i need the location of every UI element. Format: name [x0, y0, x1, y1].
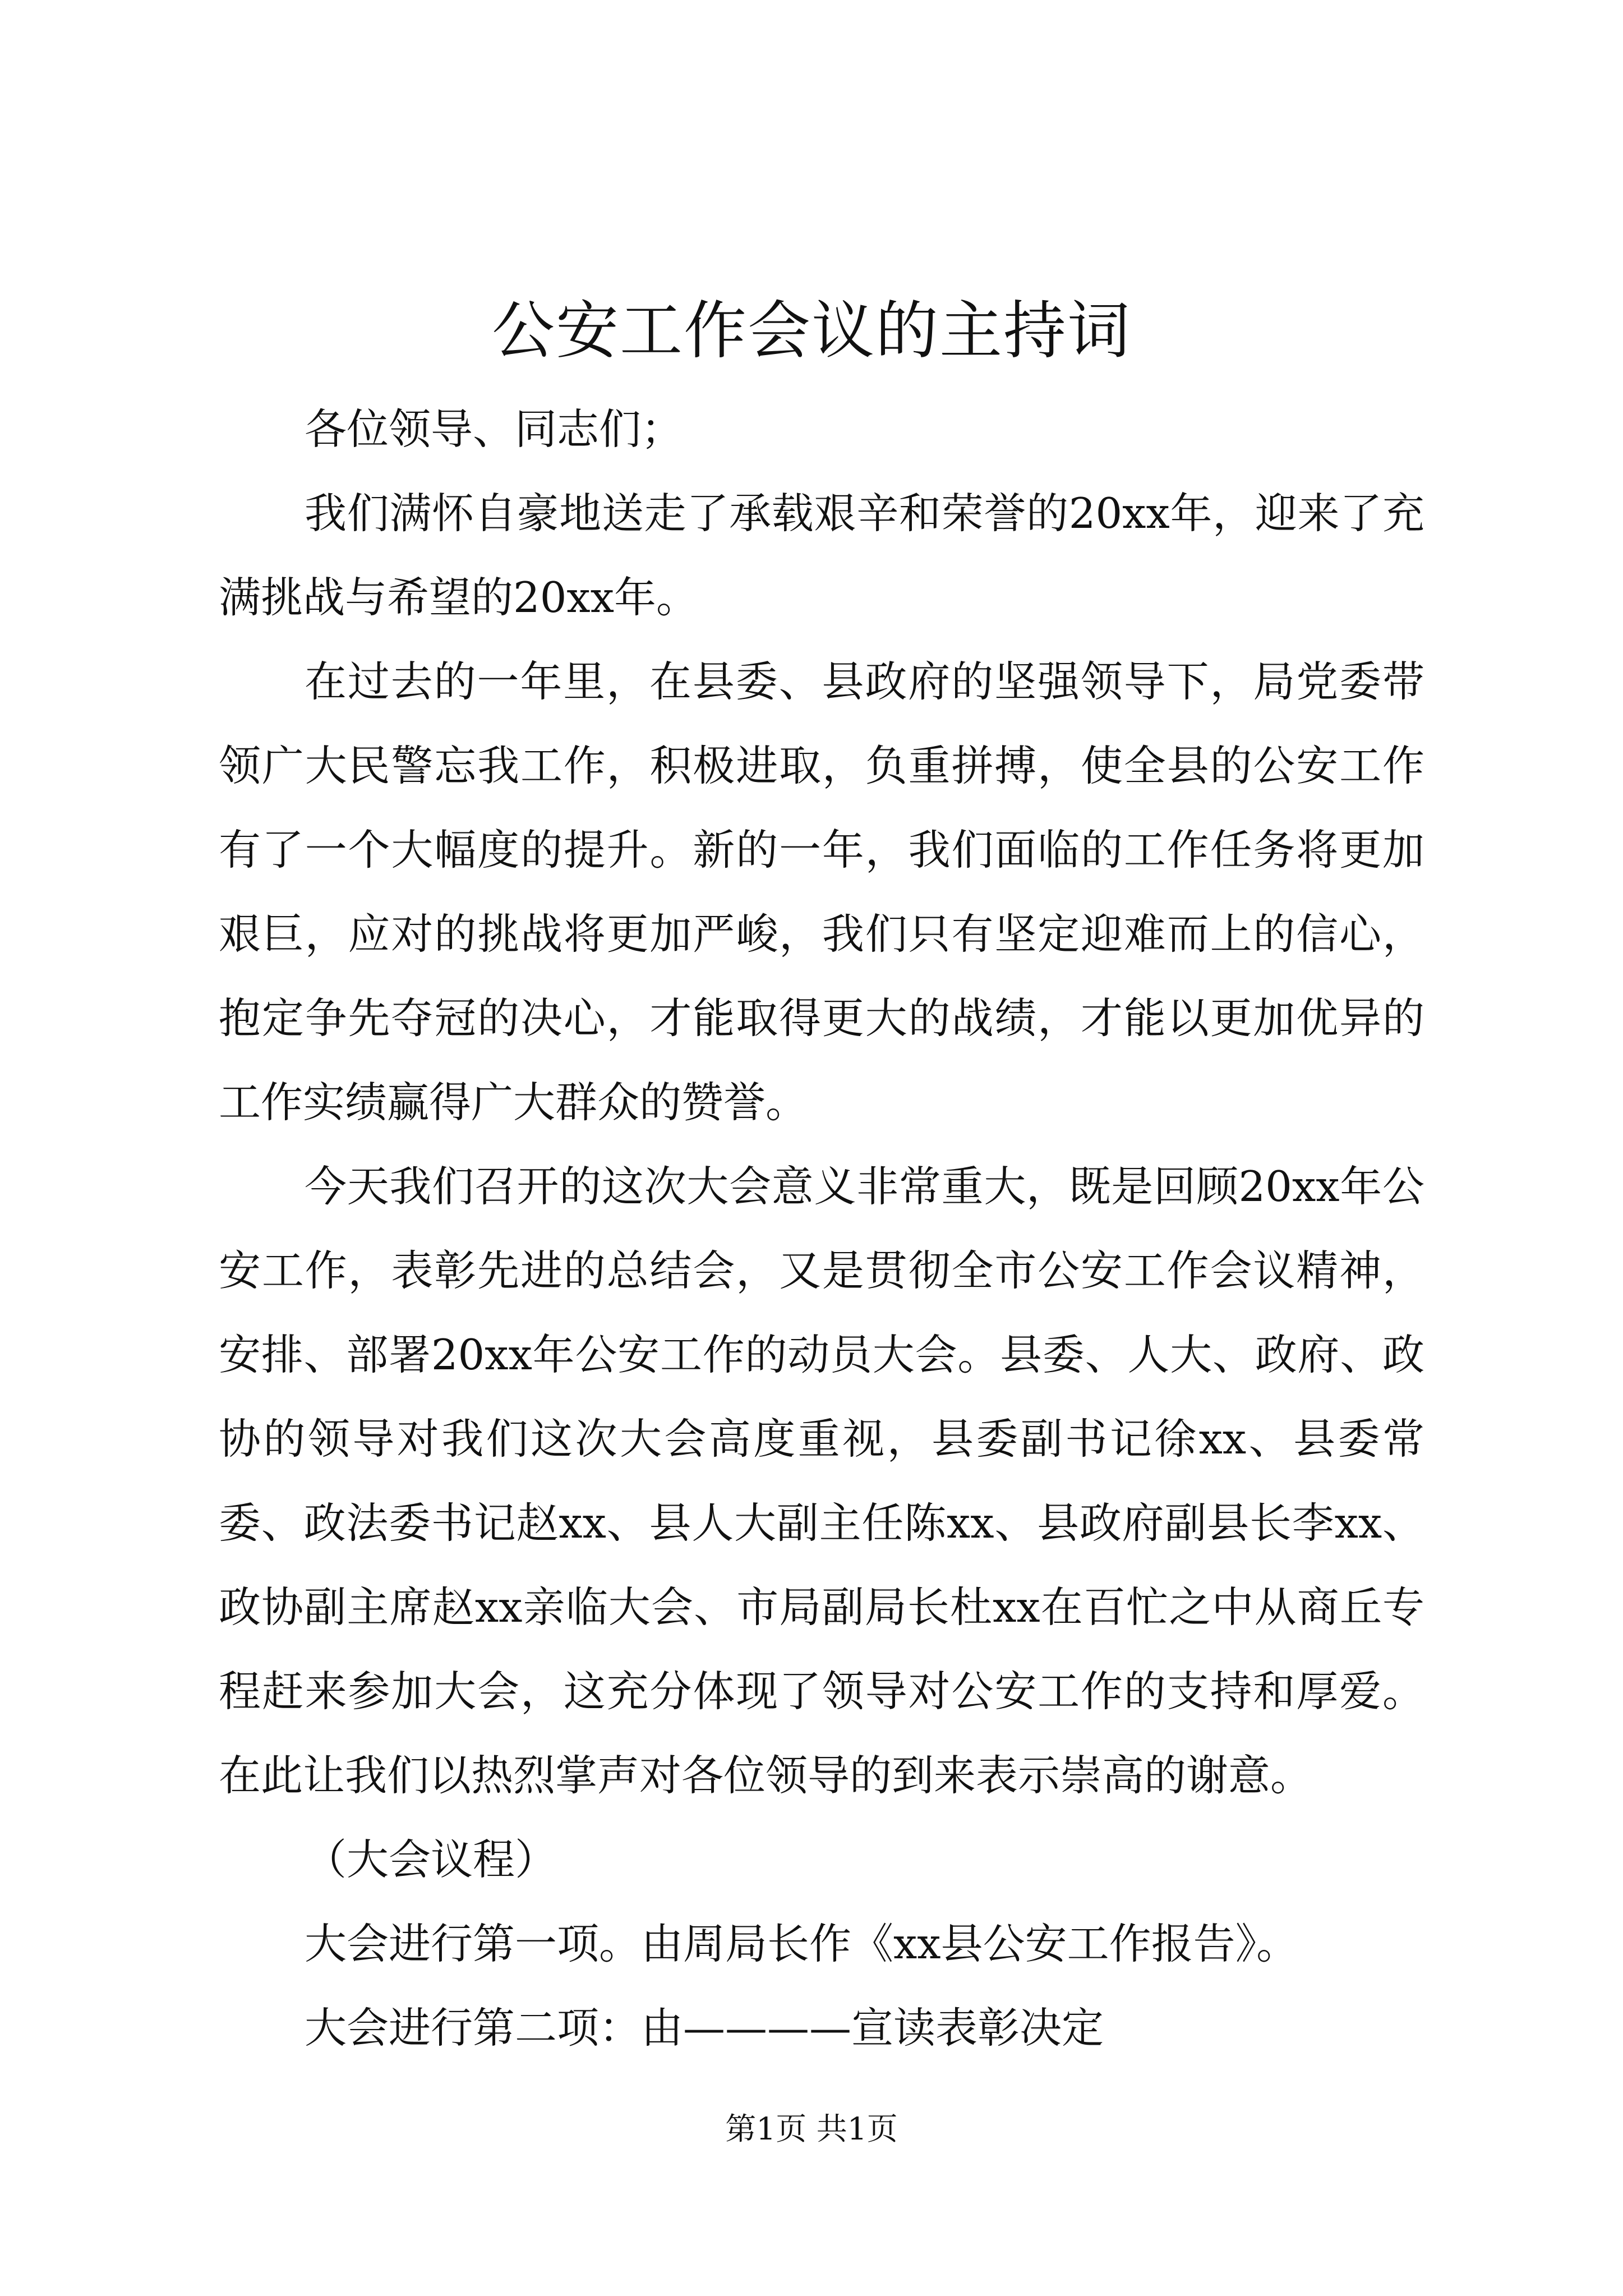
document-body — [219, 387, 1424, 2070]
paragraph-review: 在过去的一年里，在县委、县政府的坚强领导下，局党委带领广大民警忘我工作，积极进取，负重拼搏，使全县的公安工作有了一个大幅度的提升。新的一年，我们面临的工作任务将更加艰巨，应对的挑战将更加严峻，我们只有坚定迎难而上的信心，抱定争先夺冠的决心，才能取得更大的战绩，才能以更加优异的工作实绩赢得广大群众的赞誉。 — [219, 657, 1424, 1127]
paragraph-agenda-item-2: 大会进行第二项：由————宣读表彰决定 — [305, 2003, 1104, 2053]
paragraph-agenda-item-1: 大会进行第一项。由周局长作《xx县公安工作报告》。 — [305, 1919, 1299, 1968]
page-number-footer: 第1页 共1页 — [725, 2111, 898, 2147]
paragraph-opening: 我们满怀自豪地送走了承载艰辛和荣誉的20xx年，迎来了充满挑战与希望的20xx年。 — [219, 489, 1424, 622]
document-title: 公安工作会议的主持词 — [492, 295, 1131, 367]
paragraph-agenda-heading: （大会议程） — [305, 1835, 557, 1884]
paragraph-salutation: 各位领导、同志们； — [305, 404, 684, 454]
paragraph-meeting-significance: 今天我们召开的这次大会意义非常重大，既是回顾20xx年公安工作，表彰先进的总结会，又是贯彻全市公安工作会议精神，安排、部署20xx年公安工作的动员大会。县委、人大、政府、政协的领导对我们这次大会高度重视，县委副书记徐xx、县委常委、政法委书记赵xx、县人大副主任陈xx、县政府副县长李xx、政协副主席赵xx亲临大会、市局副局长杜xx在百忙之中从商丘专程赶来参加大会，这充分体现了领导对公安工作的支持和厚爱。在此让我们以热烈掌声对各位领导的到来表示崇高的谢意。 — [219, 1162, 1424, 1800]
